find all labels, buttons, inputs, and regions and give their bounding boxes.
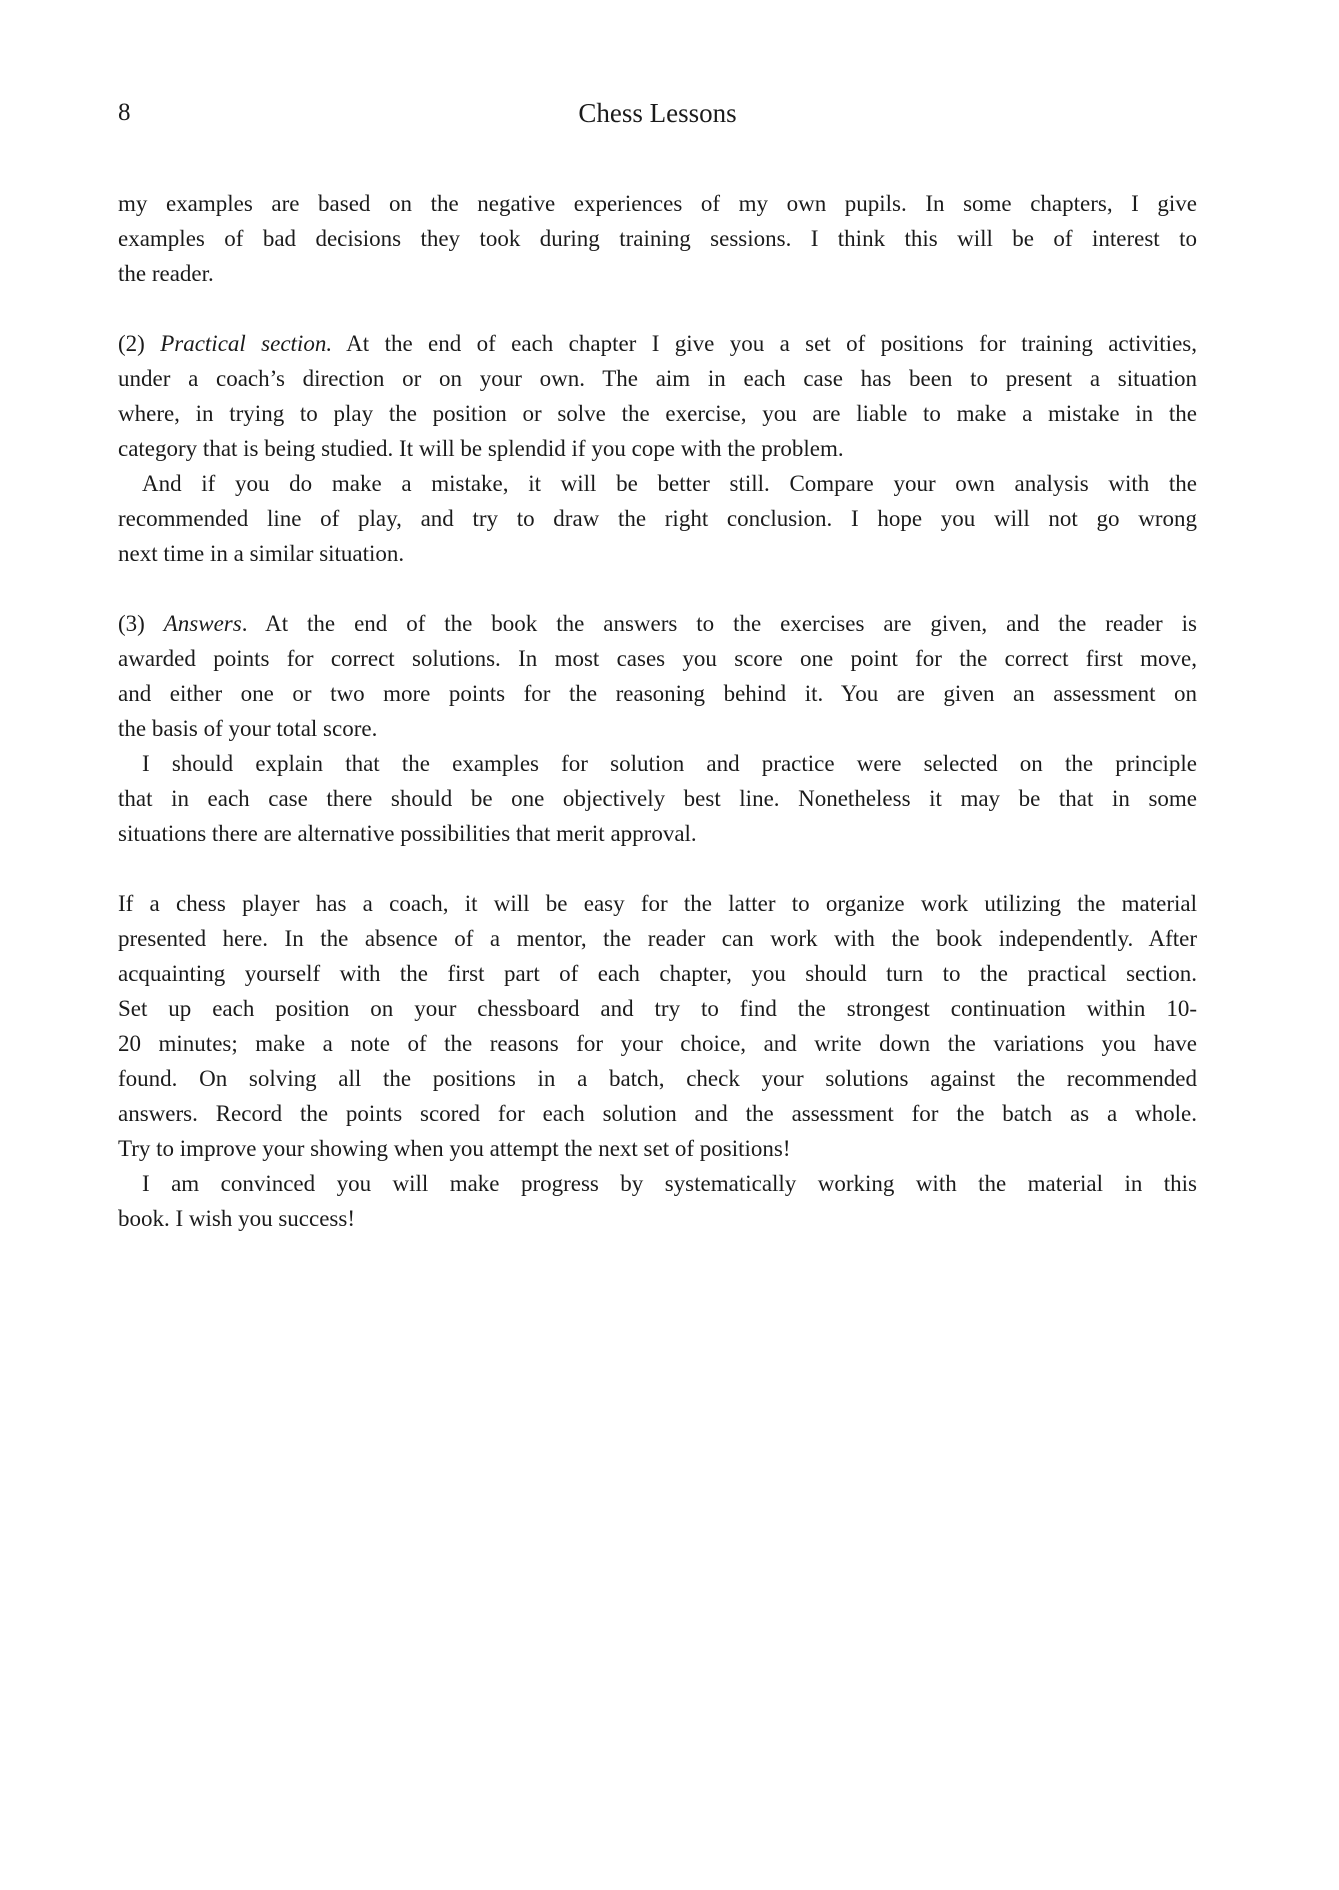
text-segment: 20 minutes; make a note of the reasons for your choice, and write down the variations you have <box>118 1031 1197 1056</box>
text-segment: I should explain that the examples for solution and practice were selected on the principle <box>142 751 1197 776</box>
text-segment: under a coach’s direction or on your own. The aim in each case has been to present a situation <box>118 366 1197 391</box>
text-line <box>118 711 1197 746</box>
italic-text: Practical section. <box>160 331 333 356</box>
text-segment: my examples are based on the negative experiences of my own pupils. In some chapters, I give <box>118 191 1197 216</box>
text-line <box>118 956 1197 991</box>
text-line <box>118 1201 1197 1236</box>
paragraph <box>118 886 1197 1166</box>
text-line <box>118 641 1197 676</box>
text-segment: the reader. <box>118 261 214 286</box>
text-segment: the basis of your total score. <box>118 716 378 741</box>
text-line <box>118 781 1197 816</box>
page-body <box>118 186 1197 1236</box>
italic-text: Answers <box>163 611 242 636</box>
text-segment: presented here. In the absence of a mentor, the reader can work with the book independently. After <box>118 926 1197 951</box>
text-line <box>118 431 1197 466</box>
text-line <box>118 256 1197 291</box>
text-line <box>118 746 1197 781</box>
text-segment: and either one or two more points for the reasoning behind it. You are given an assessment on <box>118 681 1197 706</box>
running-title: Chess Lessons <box>578 98 737 128</box>
text-line <box>118 676 1197 711</box>
text-segment: acquainting yourself with the first part of each chapter, you should turn to the practical section. <box>118 961 1197 986</box>
text-segment: (3) <box>118 611 164 636</box>
text-line <box>118 991 1197 1026</box>
text-segment: . At the end of the book the answers to the exercises are given, and the reader is <box>241 611 1197 636</box>
text-line <box>118 466 1197 501</box>
text-line <box>118 1131 1197 1166</box>
text-line <box>118 536 1197 571</box>
text-segment: awarded points for correct solutions. In most cases you score one point for the correct first move, <box>118 646 1197 671</box>
text-segment: found. On solving all the positions in a batch, check your solutions against the recommended <box>118 1066 1197 1091</box>
text-segment: next time in a similar situation. <box>118 541 405 566</box>
text-line <box>118 921 1197 956</box>
text-segment: And if you do make a mistake, it will be better still. Compare your own analysis with the <box>142 471 1197 496</box>
text-segment: situations there are alternative possibilities that merit approval. <box>118 821 697 846</box>
text-line <box>118 606 1197 641</box>
text-segment: Try to improve your showing when you attempt the next set of positions! <box>118 1136 791 1161</box>
text-line <box>118 1026 1197 1061</box>
paragraph <box>118 466 1197 571</box>
paragraph <box>118 326 1197 466</box>
page-header <box>118 96 1197 130</box>
text-line <box>118 221 1197 256</box>
text-segment: book. I wish you success! <box>118 1206 355 1231</box>
paragraph <box>118 746 1197 851</box>
text-segment: examples of bad decisions they took during training sessions. I think this will be of interest to <box>118 226 1197 251</box>
text-segment: (2) <box>118 331 161 356</box>
text-segment: answers. Record the points scored for each solution and the assessment for the batch as a whole. <box>118 1101 1197 1126</box>
paragraph <box>118 606 1197 746</box>
text-line <box>118 501 1197 536</box>
text-segment: category that is being studied. It will be splendid if you cope with the problem. <box>118 436 844 461</box>
text-segment: Set up each position on your chessboard and try to find the strongest continuation within 10- <box>118 996 1197 1021</box>
text-segment: If a chess player has a coach, it will be easy for the latter to organize work utilizing the material <box>118 891 1197 916</box>
text-line <box>118 1061 1197 1096</box>
text-line <box>118 816 1197 851</box>
page-number: 8 <box>118 99 131 126</box>
text-line <box>118 361 1197 396</box>
text-segment: At the end of each chapter I give you a set of positions for training activities, <box>332 331 1197 356</box>
text-segment: that in each case there should be one objectively best line. Nonetheless it may be that in some <box>118 786 1197 811</box>
text-line <box>118 886 1197 921</box>
text-segment: recommended line of play, and try to draw the right conclusion. I hope you will not go wrong <box>118 506 1197 531</box>
paragraph <box>118 186 1197 291</box>
text-line <box>118 396 1197 431</box>
text-segment: where, in trying to play the position or solve the exercise, you are liable to make a mistake in the <box>118 401 1197 426</box>
text-line <box>118 186 1197 221</box>
text-line <box>118 1096 1197 1131</box>
text-segment: I am convinced you will make progress by systematically working with the material in this <box>142 1171 1197 1196</box>
text-line <box>118 326 1197 361</box>
text-line <box>118 1166 1197 1201</box>
paragraph <box>118 1166 1197 1236</box>
